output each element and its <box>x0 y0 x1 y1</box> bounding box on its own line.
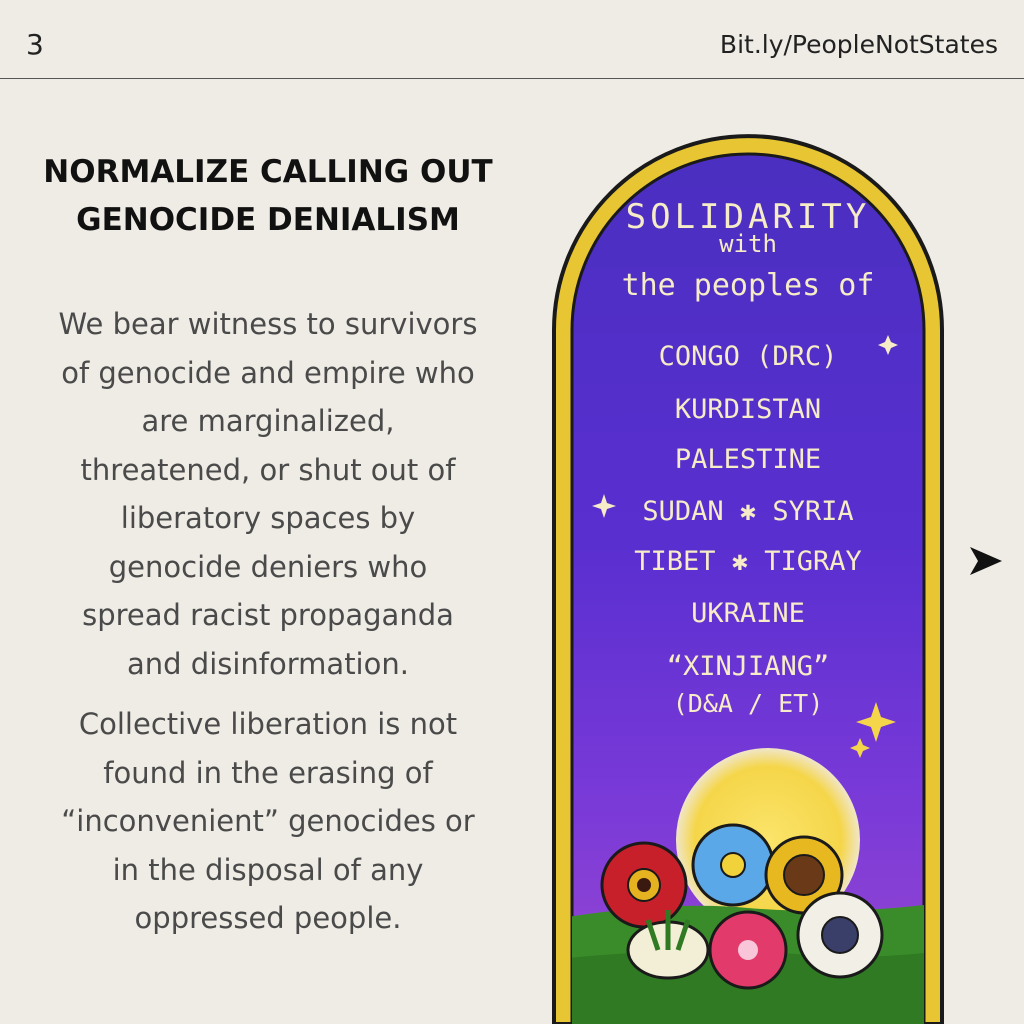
text-line: “inconvenient” genocides or <box>61 804 475 838</box>
place-xinjiang: “XINJIANG” <box>666 651 830 682</box>
solidarity-arch-illustration <box>548 130 948 1024</box>
place-palestine: PALESTINE <box>674 444 822 475</box>
page-number: 3 <box>26 28 44 61</box>
place-ukraine: UKRAINE <box>691 598 805 629</box>
text-line: Collective liberation is not <box>78 707 458 741</box>
text-line: spread racist propaganda <box>82 598 454 632</box>
page-title <box>18 148 518 244</box>
arch-peoples-of: the peoples of <box>621 268 875 303</box>
place-kurdistan: KURDISTAN <box>674 394 822 425</box>
flower-protea <box>798 893 882 977</box>
title-line: GENOCIDE DENIALISM <box>76 202 460 238</box>
title-line: NORMALIZE CALLING OUT <box>43 154 493 190</box>
flower-forget-me-not <box>693 825 773 905</box>
text-line: are marginalized, <box>141 404 395 438</box>
place-xinjiang-sub: (D&A / ET) <box>672 689 824 718</box>
place-tibet-tigray: TIBET ✱ TIGRAY <box>634 546 862 577</box>
next-arrow-icon[interactable] <box>966 543 1006 579</box>
paragraph-witness <box>18 300 518 688</box>
text-line: genocide deniers who <box>108 549 428 584</box>
text-line: threatened, or shut out of <box>80 452 456 487</box>
text-line: oppressed people. <box>134 901 402 935</box>
place-sudan-syria: SUDAN ✱ SYRIA <box>642 496 854 527</box>
text-line: We bear witness to survivors <box>58 307 478 341</box>
link-url[interactable]: Bit.ly/PeopleNotStates <box>719 30 998 59</box>
text-line: and disinformation. <box>127 646 409 681</box>
text-line: found in the erasing of <box>103 755 433 790</box>
flower-hibiscus <box>710 912 786 988</box>
text-line: in the disposal of any <box>112 852 424 887</box>
header-divider <box>0 78 1024 79</box>
text-line: of genocide and empire who <box>61 355 475 390</box>
arch-title: SOLIDARITY <box>625 197 871 237</box>
paragraph-liberation <box>18 700 518 943</box>
place-congo: CONGO (DRC) <box>658 341 838 372</box>
text-line: liberatory spaces by <box>120 501 416 535</box>
arch-with: with <box>719 230 777 258</box>
flower-poppy <box>602 843 686 927</box>
